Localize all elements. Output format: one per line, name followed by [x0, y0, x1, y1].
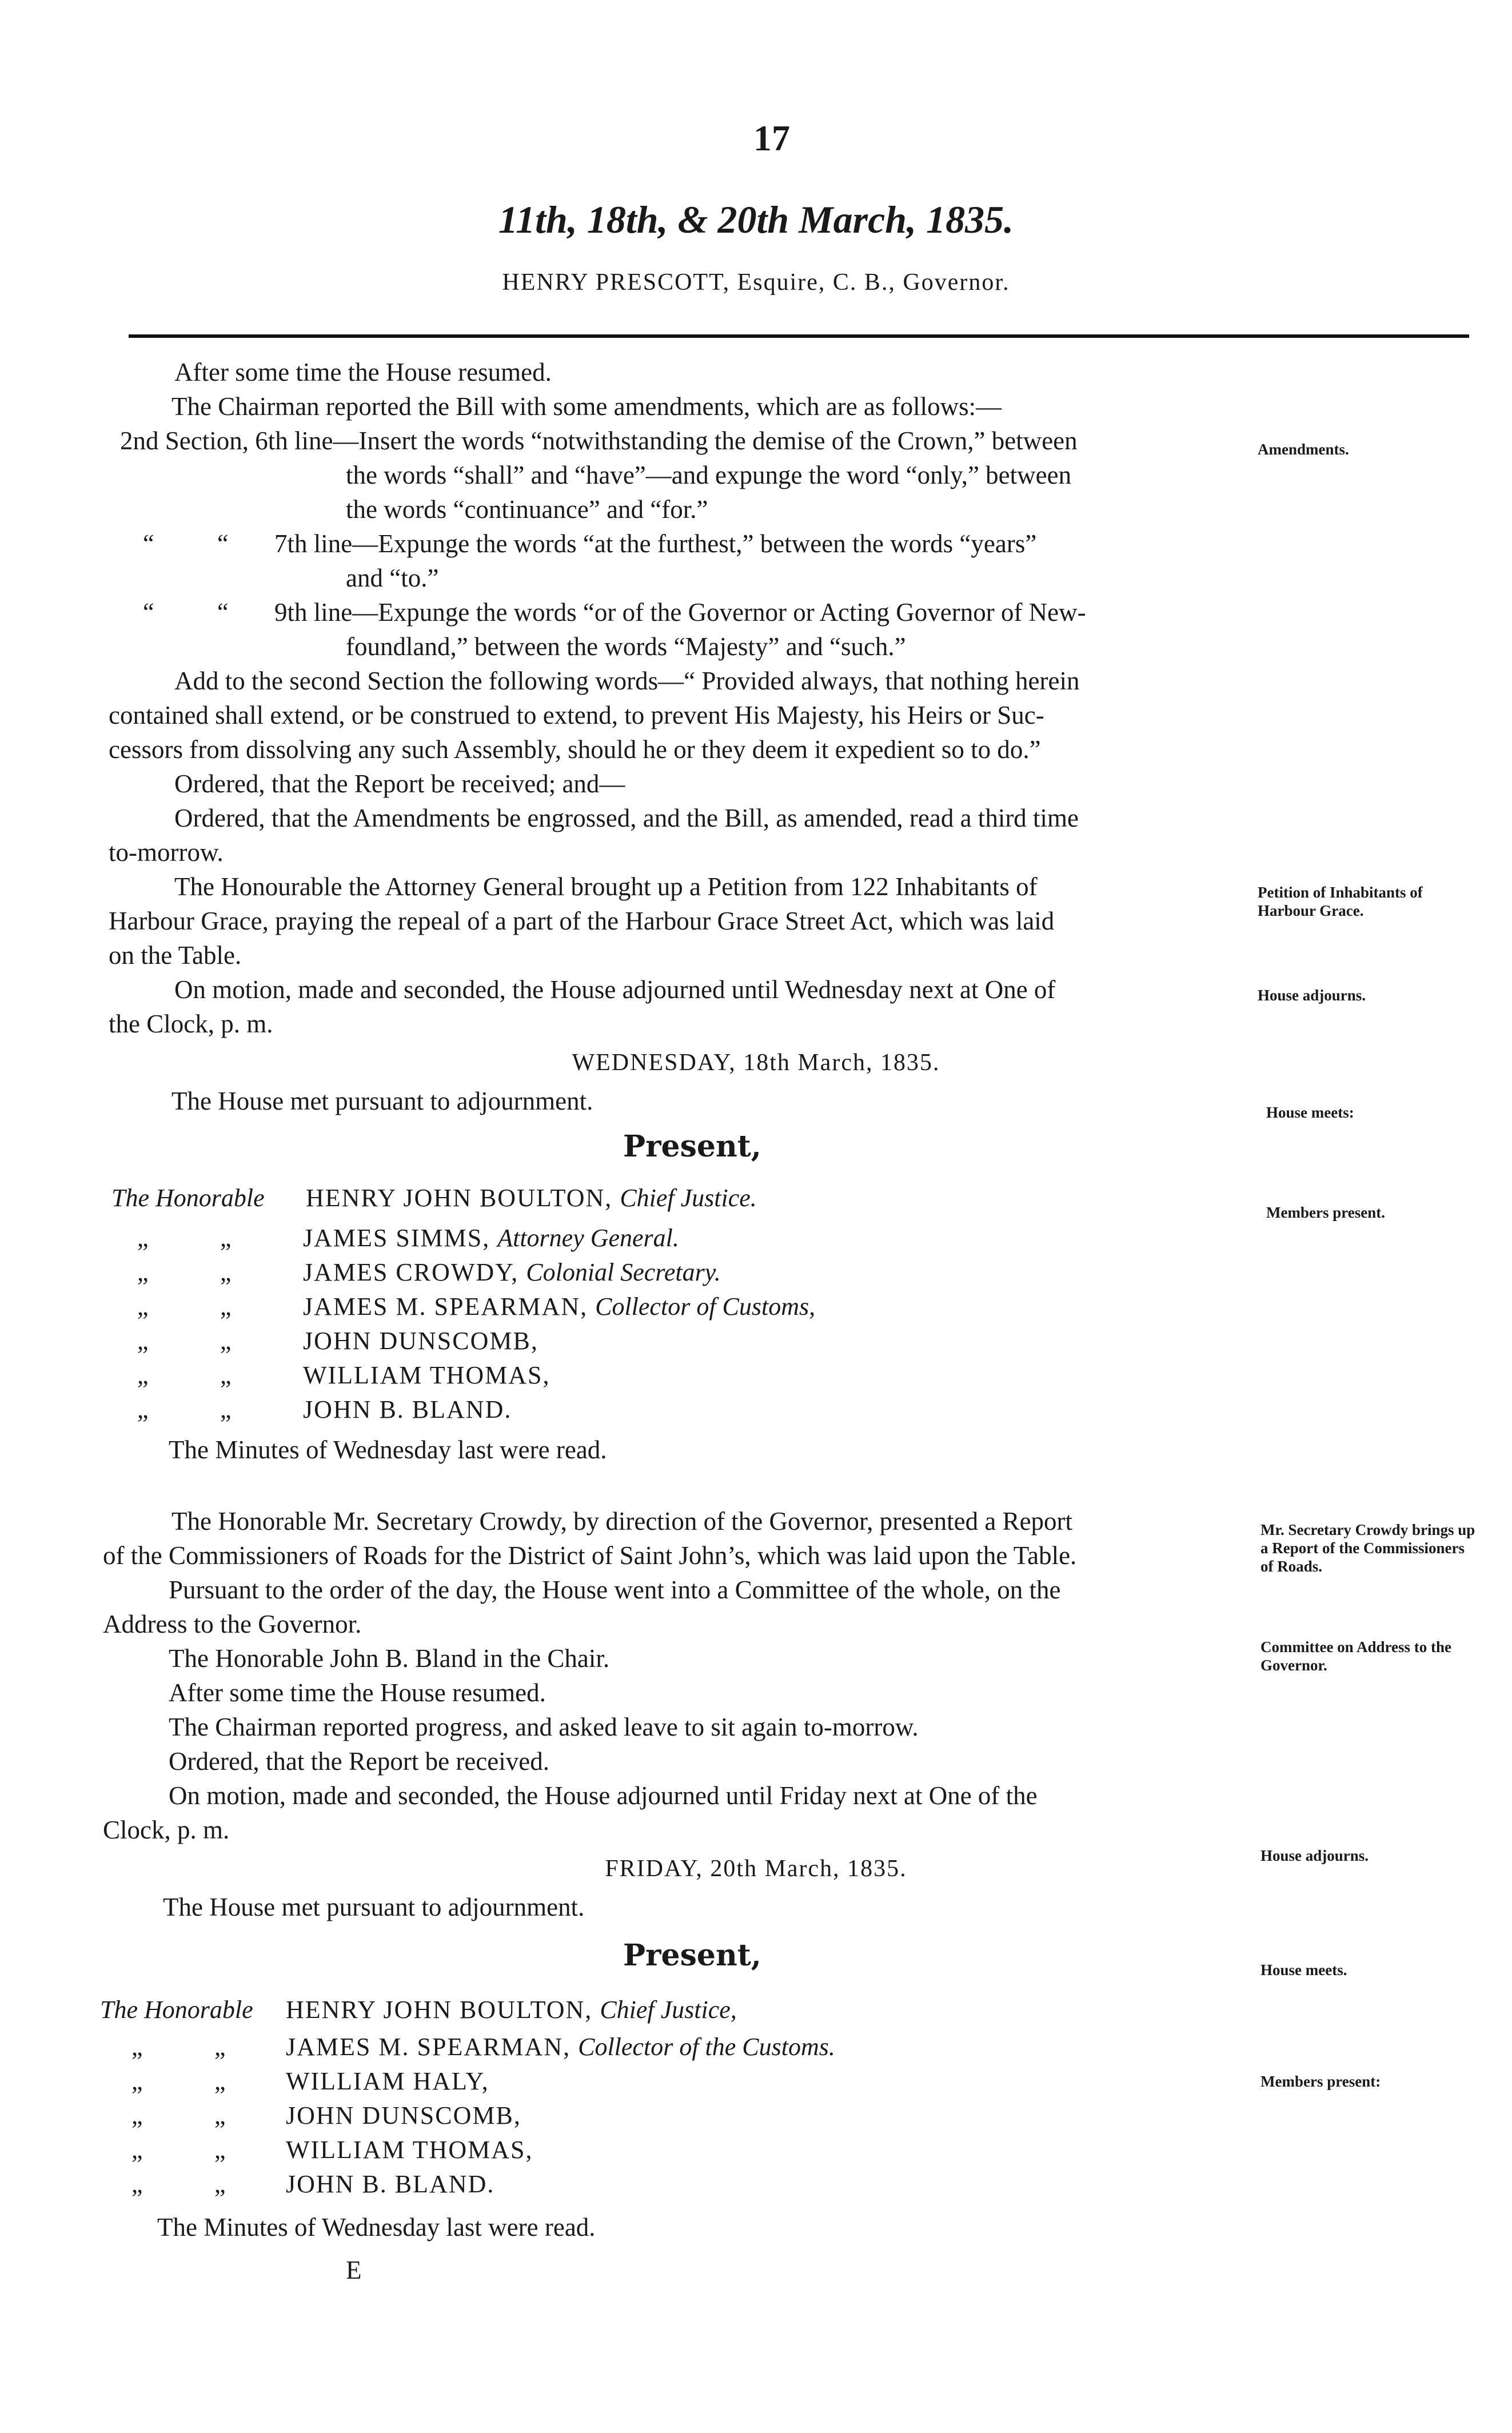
margin-note: Members present. — [1266, 1204, 1385, 1221]
governor-line: HENRY PRESCOTT, Esquire, C. B., Governor. — [502, 269, 1010, 296]
text-line: Harbour Grace, praying the repeal of a part of the Harbour Grace Street Act, which was laid — [109, 907, 1055, 935]
text-line: The Minutes of Wednesday last were read. — [169, 1435, 607, 1464]
ditto-mark: „ — [220, 1327, 233, 1355]
ditto-mark: „ — [137, 1293, 150, 1321]
text-line: cessors from dissolving any such Assembly, should he or they deem it expedient so to do.” — [109, 735, 1041, 764]
ditto-mark: „ — [220, 1395, 233, 1423]
text-line: the words “continuance” and “for.” — [346, 495, 708, 524]
text-line: 9th line—Expunge the words “or of the Governor or Acting Governor of New- — [274, 598, 1086, 627]
text-line: Clock, p. m. — [103, 1816, 230, 1844]
member-row: HENRY JOHN BOULTON, Chief Justice. — [306, 1184, 757, 1212]
member-row: JOHN B. BLAND. — [286, 2170, 495, 2198]
day-heading: FRIDAY, 20th March, 1835. — [605, 1856, 907, 1882]
ditto-mark: „ — [214, 2136, 227, 2164]
margin-note: House meets: — [1266, 1104, 1354, 1121]
ditto-mark: „ — [220, 1293, 233, 1321]
text-line: Add to the second Section the following words—“ Provided always, that nothing herein — [174, 667, 1080, 695]
text-line: Ordered, that the Amendments be engrossed, and the Bill, as amended, read a third time — [174, 804, 1079, 832]
member-row: JAMES SIMMS, Attorney General. — [303, 1224, 679, 1252]
ditto-mark: „ — [214, 2067, 227, 2095]
text-line: The Minutes of Wednesday last were read. — [157, 2213, 596, 2241]
ditto-mark: “ — [143, 529, 154, 557]
text-line: The Chairman reported progress, and asked leave to sit again to-morrow. — [169, 1713, 919, 1741]
text-line: 7th line—Expunge the words “at the furthest,” between the words “years” — [274, 529, 1037, 558]
ditto-mark: „ — [214, 2101, 227, 2129]
text-line: Address to the Governor. — [103, 1610, 362, 1638]
text-line: The House met pursuant to adjournment. — [163, 1893, 585, 1921]
page-number: 17 — [753, 118, 790, 158]
margin-note: Mr. Secretary Crowdy brings up a Report of the Commissioners of Roads. — [1260, 1521, 1475, 1575]
text-line: The Honourable the Attorney General brought up a Petition from 122 Inhabitants of — [174, 872, 1038, 901]
signature-mark: E — [346, 2256, 362, 2284]
text-line: foundland,” between the words “Majesty” and “such.” — [346, 632, 906, 661]
text-line: The Chairman reported the Bill with some amendments, which are as follows:— — [171, 392, 1002, 421]
margin-note: Amendments. — [1258, 441, 1349, 458]
ditto-mark: „ — [131, 2101, 144, 2129]
text-line: contained shall extend, or be construed to extend, to prevent His Majesty, his Heirs or Suc- — [109, 701, 1044, 729]
ditto-mark: „ — [220, 1224, 233, 1252]
text-line: Pursuant to the order of the day, the House went into a Committee of the whole, on the — [169, 1576, 1061, 1604]
header-rule — [129, 334, 1469, 338]
text-line: of the Commissioners of Roads for the District of Saint John’s, which was laid upon the Table. — [103, 1541, 1077, 1570]
ditto-mark: „ — [214, 2033, 227, 2061]
day-heading: WEDNESDAY, 18th March, 1835. — [572, 1050, 940, 1076]
ditto-mark: „ — [214, 2170, 227, 2198]
ditto-mark: „ — [137, 1395, 150, 1423]
text-line: On motion, made and seconded, the House adjourned until Wednesday next at One of — [174, 975, 1056, 1004]
member-row: WILLIAM HALY, — [286, 2067, 489, 2095]
ditto-mark: “ — [217, 529, 229, 557]
date-title: 11th, 18th, & 20th March, 1835. — [498, 198, 1014, 241]
margin-note: House adjourns. — [1260, 1847, 1369, 1864]
honorable-label: The Honorable — [100, 1996, 253, 2024]
text-line: 2nd Section, 6th line—Insert the words “notwithstanding the demise of the Crown,” between — [120, 426, 1078, 455]
text-line: the Clock, p. m. — [109, 1010, 273, 1038]
member-row: JOHN DUNSCOMB, — [286, 2101, 521, 2129]
member-row: HENRY JOHN BOULTON, Chief Justice, — [286, 1996, 737, 2024]
margin-note: House meets. — [1260, 1961, 1347, 1979]
ditto-mark: „ — [131, 2067, 144, 2095]
ditto-mark: „ — [137, 1361, 150, 1389]
text-line: The Honorable Mr. Secretary Crowdy, by direction of the Governor, presented a Report — [171, 1507, 1073, 1535]
member-row: WILLIAM THOMAS, — [286, 2136, 533, 2164]
member-row: WILLIAM THOMAS, — [303, 1361, 550, 1389]
margin-note: Members present: — [1260, 2073, 1381, 2090]
ditto-mark: „ — [220, 1258, 233, 1286]
margin-note: Committee on Address to the Governor. — [1260, 1638, 1451, 1674]
ditto-mark: „ — [220, 1361, 233, 1389]
ditto-mark: „ — [137, 1327, 150, 1355]
text-line: Ordered, that the Report be received; and— — [174, 769, 625, 798]
text-line: The Honorable John B. Bland in the Chair. — [169, 1644, 610, 1673]
text-line: After some time the House resumed. — [169, 1678, 546, 1707]
text-line: to-morrow. — [109, 838, 224, 867]
member-row: JOHN DUNSCOMB, — [303, 1327, 538, 1355]
honorable-label: The Honorable — [111, 1184, 265, 1212]
ditto-mark: „ — [137, 1224, 150, 1252]
ditto-mark: „ — [137, 1258, 150, 1286]
present-heading: Present, — [623, 1938, 761, 1973]
text-line: on the Table. — [109, 941, 242, 970]
text-line: the words “shall” and “have”—and expunge the word “only,” between — [346, 461, 1072, 489]
ditto-mark: „ — [131, 2170, 144, 2198]
text-line: After some time the House resumed. — [174, 358, 552, 386]
ditto-mark: “ — [217, 598, 229, 626]
member-row: JAMES M. SPEARMAN, Collector of the Customs. — [286, 2033, 835, 2061]
text-line: Ordered, that the Report be received. — [169, 1747, 549, 1776]
member-row: JAMES M. SPEARMAN, Collector of Customs, — [303, 1293, 816, 1321]
ditto-mark: „ — [131, 2033, 144, 2061]
margin-note: House adjourns. — [1258, 987, 1366, 1004]
ditto-mark: “ — [143, 598, 154, 626]
text-line: The House met pursuant to adjournment. — [171, 1087, 593, 1115]
text-line: On motion, made and seconded, the House adjourned until Friday next at One of the — [169, 1781, 1038, 1810]
margin-note: Petition of Inhabitants of Harbour Grace. — [1258, 884, 1423, 919]
ditto-mark: „ — [131, 2136, 144, 2164]
present-heading: Present, — [623, 1129, 761, 1164]
text-line: and “to.” — [346, 564, 439, 592]
member-row: JOHN B. BLAND. — [303, 1395, 512, 1423]
member-row: JAMES CROWDY, Colonial Secretary. — [303, 1258, 721, 1286]
